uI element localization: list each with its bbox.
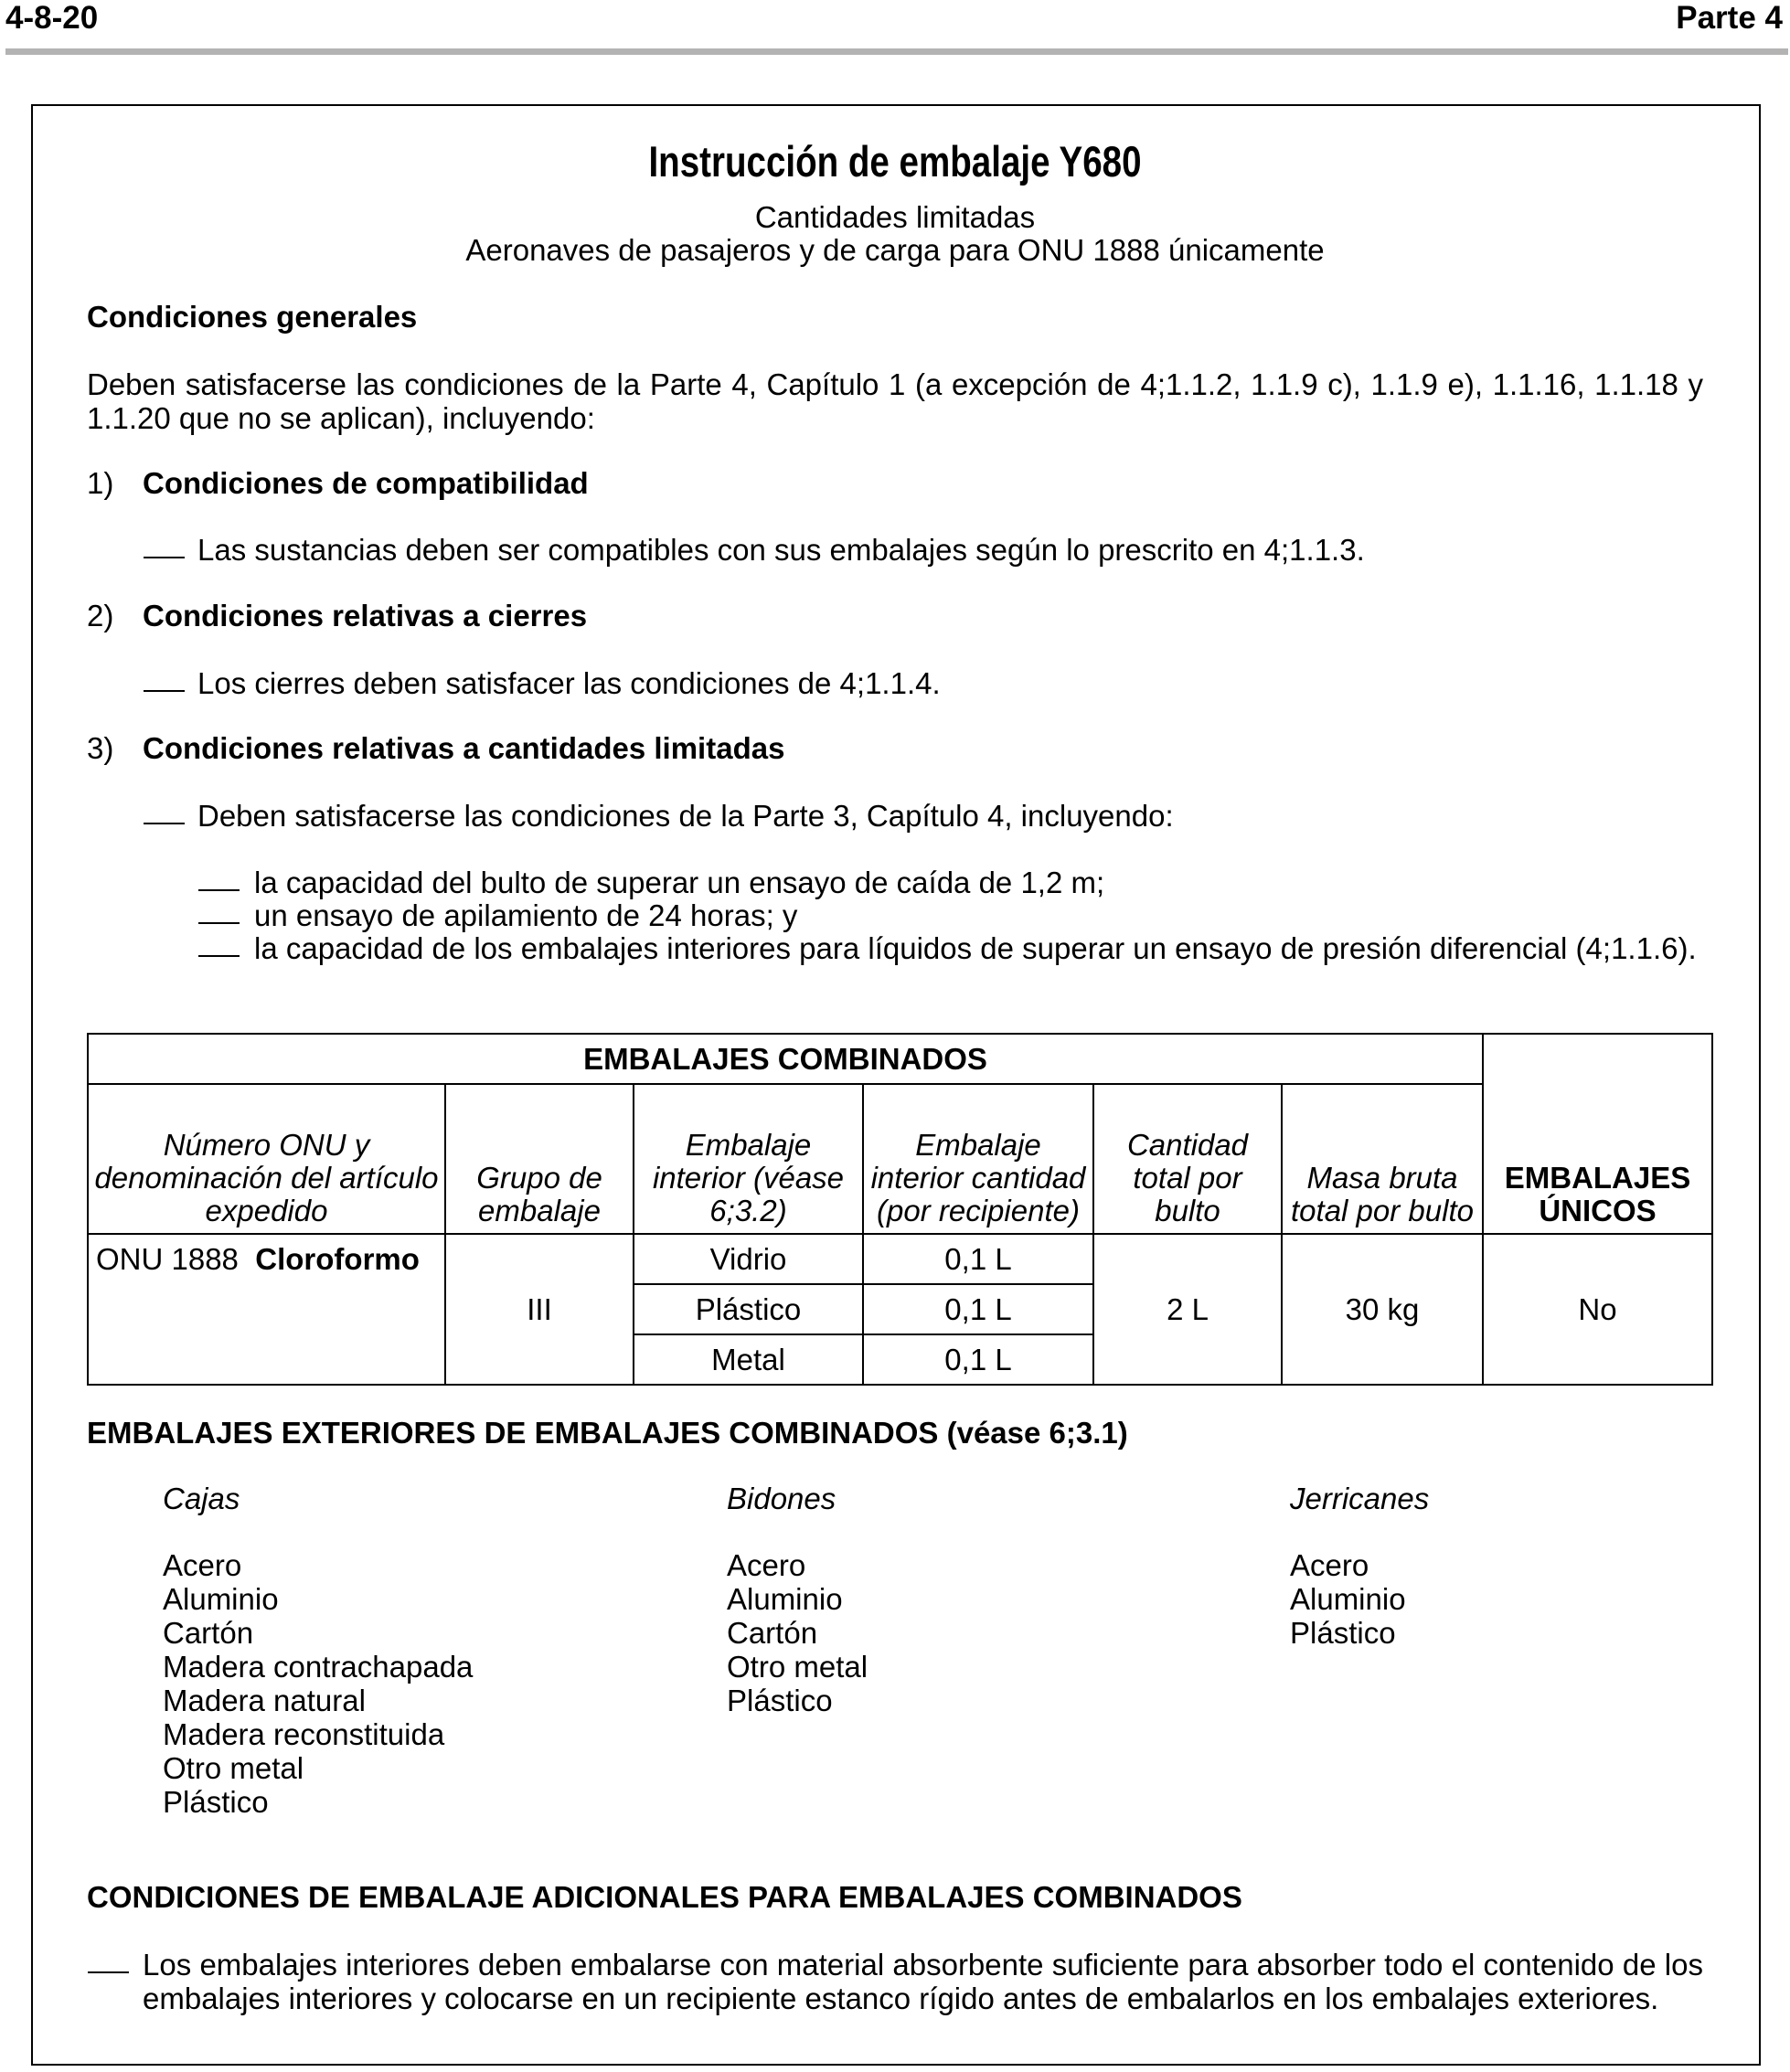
list-item: Madera natural	[163, 1684, 366, 1717]
general-heading: Condiciones generales	[87, 300, 418, 334]
condition-2-heading: Condiciones relativas a cierres	[143, 599, 588, 632]
col-total-qty-header: Cantidad total por bulto	[1093, 1084, 1282, 1234]
condition-3-sub-1: la capacidad del bulto de superar un ensayo de caída de 1,2 m;	[254, 866, 1105, 899]
dash-mark	[198, 882, 240, 898]
outer-list-jerricans	[1290, 1548, 1406, 1650]
col-gross-header: Masa bruta total por bulto	[1282, 1084, 1483, 1234]
outer-list-drums	[727, 1548, 868, 1717]
inner-qty: 0,1 L	[863, 1234, 1093, 1284]
inner-qty: 0,1 L	[863, 1284, 1093, 1334]
list-item: Plástico	[727, 1684, 833, 1717]
col-inner-qty-header: Embalaje interior cantidad (por recipiente)	[863, 1084, 1093, 1234]
page-number: 4-8-20	[5, 0, 99, 36]
part-label: Parte 4	[1676, 0, 1783, 36]
condition-1-text: Las sustancias deben ser compatibles con sus embalajes según lo prescrito en 4;1.1.3.	[197, 533, 1365, 567]
inner-material: Plástico	[634, 1284, 863, 1334]
single-packagings-value: No	[1483, 1234, 1712, 1385]
single-packagings-header: EMBALAJES ÚNICOS	[1483, 1034, 1712, 1234]
list-item: Madera reconstituida	[163, 1717, 445, 1751]
outer-col-title: Bidones	[727, 1482, 836, 1515]
total-qty: 2 L	[1093, 1234, 1282, 1385]
additional-heading: CONDICIONES DE EMBALAJE ADICIONALES PARA EMBALAJES COMBINADOS	[87, 1880, 1242, 1914]
inner-qty: 0,1 L	[863, 1334, 1093, 1385]
general-intro: Deben satisfacerse las condiciones de la Parte 4, Capítulo 1 (a excepción de 4;1.1.2, 1.1.9 c), 1.1.9 e), 1.1.16, 1.1.18 y 1.1.20 que no se aplican), incluyendo:	[87, 367, 1703, 435]
col-un-header: Número ONU y denominación del artículo expedido	[88, 1084, 445, 1234]
packing-table	[87, 1033, 1713, 1386]
packing-group: III	[445, 1234, 634, 1385]
list-item: Aluminio	[727, 1582, 843, 1616]
subtitle-limited: Cantidades limitadas	[754, 200, 1036, 234]
list-item: Plástico	[1290, 1616, 1396, 1650]
condition-2-number: 2)	[87, 599, 114, 632]
header-rule	[5, 48, 1788, 55]
dash-mark	[144, 683, 185, 699]
list-item: Acero	[727, 1548, 806, 1582]
list-item: Aluminio	[1290, 1582, 1406, 1616]
additional-text: Los embalajes interiores deben embalarse con material absorbente suficiente para absorber todo el contenido de los embalajes interiores y colocarse en un recipiente estanco rígido antes de embalarlos en los embalajes exteriores.	[143, 1948, 1703, 2015]
dash-mark	[144, 549, 185, 566]
inner-material: Metal	[634, 1334, 863, 1385]
outer-col-title: Cajas	[163, 1482, 240, 1515]
condition-1-heading: Condiciones de compatibilidad	[143, 466, 589, 500]
condition-3-sub-2: un ensayo de apilamiento de 24 horas; y	[254, 898, 798, 932]
combined-packagings-header: EMBALAJES COMBINADOS	[88, 1034, 1483, 1084]
condition-3-heading: Condiciones relativas a cantidades limitadas	[143, 731, 785, 765]
outer-col-title: Jerricanes	[1290, 1482, 1430, 1515]
condition-3-number: 3)	[87, 731, 114, 765]
gross-mass: 30 kg	[1282, 1234, 1483, 1385]
list-item: Acero	[163, 1548, 242, 1582]
list-item: Madera contrachapada	[163, 1650, 474, 1684]
list-item: Acero	[1290, 1548, 1369, 1582]
condition-1-number: 1)	[87, 466, 114, 500]
subtitle-aircraft: Aeronaves de pasajeros y de carga para ONU 1888 únicamente	[465, 233, 1325, 267]
list-item: Otro metal	[163, 1751, 304, 1785]
un-cell	[88, 1234, 445, 1385]
col-inner-header: Embalaje interior (véase 6;3.2)	[634, 1084, 863, 1234]
outer-heading: EMBALAJES EXTERIORES DE EMBALAJES COMBINADOS (véase 6;3.1)	[87, 1416, 1128, 1450]
dash-mark	[88, 1964, 129, 1981]
list-item: Otro metal	[727, 1650, 868, 1684]
condition-2-text: Los cierres deben satisfacer las condiciones de 4;1.1.4.	[197, 666, 941, 700]
col-group-header: Grupo de embalaje	[445, 1084, 634, 1234]
inner-material: Vidrio	[634, 1234, 863, 1284]
outer-list-boxes	[163, 1548, 473, 1819]
condition-3-sub-3: la capacidad de los embalajes interiores para líquidos de superar un ensayo de presión diferencial (4;1.1.6).	[254, 931, 1697, 965]
un-name: Cloroformo	[255, 1242, 420, 1276]
un-number: ONU 1888	[96, 1242, 239, 1276]
list-item: Aluminio	[163, 1582, 279, 1616]
condition-3-text: Deben satisfacerse las condiciones de la Parte 3, Capítulo 4, incluyendo:	[197, 799, 1174, 833]
dash-mark	[198, 948, 240, 964]
list-item: Plástico	[163, 1785, 269, 1819]
dash-mark	[198, 915, 240, 931]
list-item: Cartón	[727, 1616, 818, 1650]
list-item: Cartón	[163, 1616, 254, 1650]
page-title: Instrucción de embalaje Y680	[648, 137, 1142, 186]
dash-mark	[144, 815, 185, 832]
